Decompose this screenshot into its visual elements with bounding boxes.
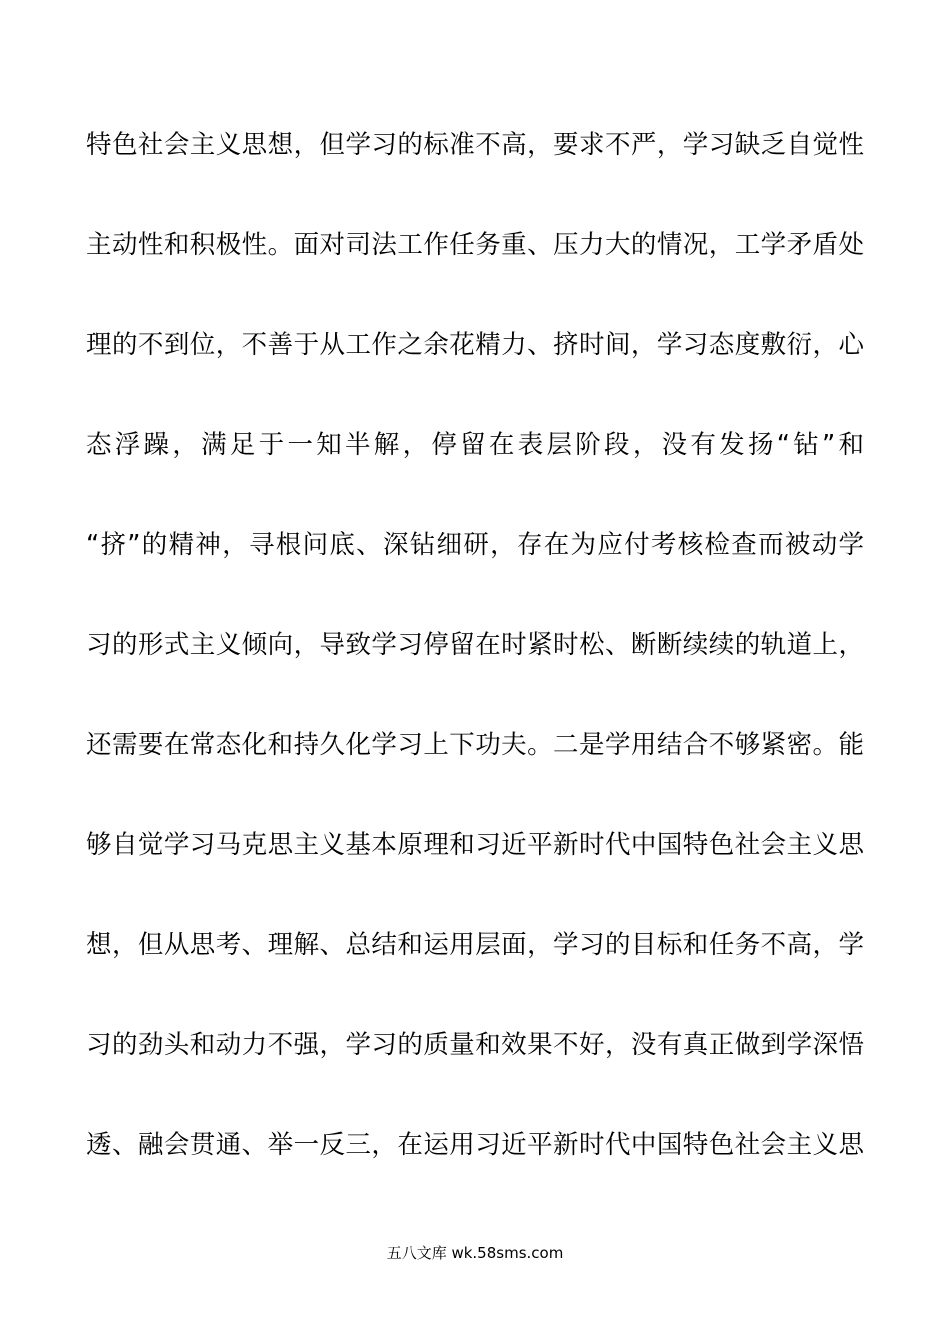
text-line-10: 习的劲头和动力不强，学习的质量和效果不好，没有真正做到学深悟 — [86, 1030, 864, 1060]
text-line-11: 透、融会贯通、举一反三，在运用习近平新时代中国特色社会主义思 — [86, 1130, 864, 1160]
text-line-7: 还需要在常态化和持久化学习上下功夫。二是学用结合不够紧密。能 — [86, 730, 864, 760]
text-line-2: 主动性和积极性。面对司法工作任务重、压力大的情况，工学矛盾处 — [86, 230, 864, 260]
text-line-1: 特色社会主义思想，但学习的标准不高，要求不严，学习缺乏自觉性 — [86, 130, 864, 160]
text-line-5: “挤”的精神，寻根问底、深钻细研，存在为应付考核检查而被动学 — [86, 530, 864, 560]
page-footer: 五八文库 wk.58sms.com — [386, 1244, 564, 1262]
body-text — [86, 117, 864, 1217]
text-line-9: 想，但从思考、理解、总结和运用层面，学习的目标和任务不高，学 — [86, 930, 864, 960]
text-line-4: 态浮躁，满足于一知半解，停留在表层阶段，没有发扬“钻”和 — [86, 430, 864, 460]
text-line-6: 习的形式主义倾向，导致学习停留在时紧时松、断断续续的轨道上， — [86, 630, 864, 660]
text-line-8: 够自觉学习马克思主义基本原理和习近平新时代中国特色社会主义思 — [86, 830, 864, 860]
text-line-3: 理的不到位，不善于从工作之余花精力、挤时间，学习态度敷衍，心 — [86, 330, 864, 360]
